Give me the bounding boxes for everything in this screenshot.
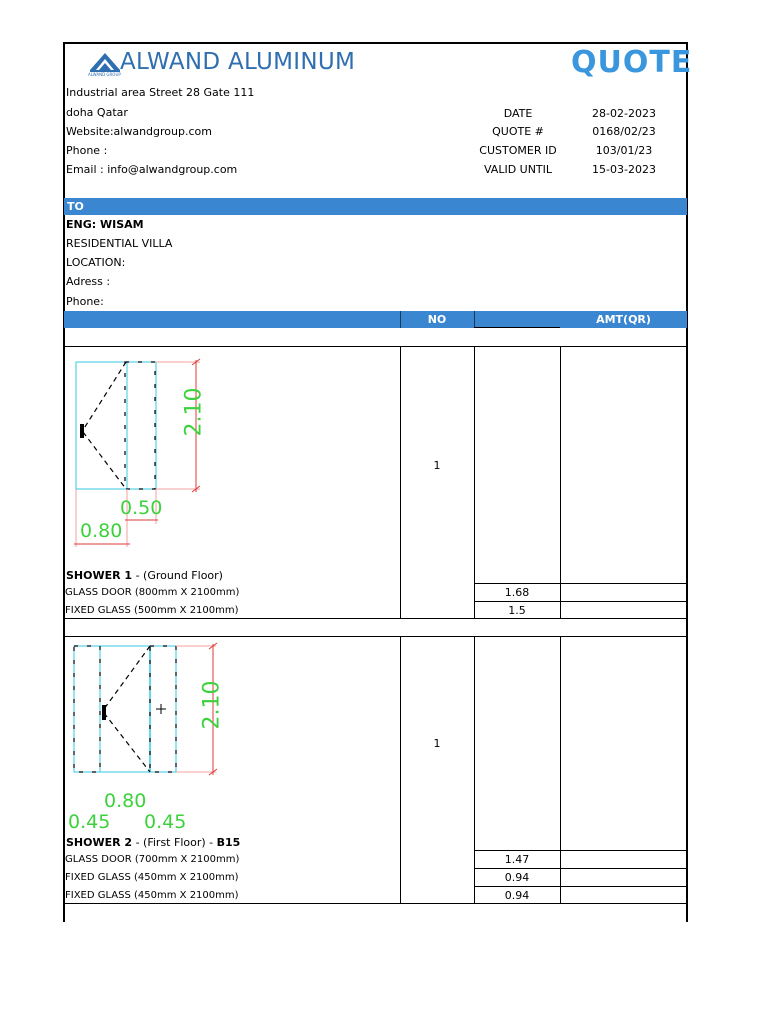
email-line: Email : info@alwandgroup.com — [66, 163, 238, 176]
item-2-row-qty: 0.94 — [504, 871, 530, 884]
dim-height-label: 2.10 — [181, 387, 207, 437]
item-1-row-label: FIXED GLASS (500mm X 2100mm) — [65, 605, 239, 616]
customer-line: Phone: — [66, 295, 104, 308]
meta-label-valid: VALID UNTIL — [483, 163, 553, 176]
item-1-no: 1 — [433, 459, 441, 472]
dim-right-fixed-label: 0.45 — [144, 811, 187, 833]
dim-fixed-width-label: 0.50 — [120, 497, 163, 519]
website-line: Website:alwandgroup.com — [66, 125, 212, 138]
logo-small-text: ALWAND GROUP — [88, 72, 121, 77]
item-1-row-qty: 1.68 — [504, 586, 530, 599]
document-title: QUOTE — [571, 45, 693, 80]
customer-line: RESIDENTIAL VILLA — [66, 237, 173, 250]
meta-value-quote: 0168/02/23 — [592, 125, 656, 138]
dim-door-width-label: 0.80 — [104, 790, 147, 812]
company-name: ALWAND ALUMINUM — [120, 49, 356, 75]
phone-line: Phone : — [66, 144, 108, 157]
shower-1-drawing — [72, 352, 212, 552]
item-2-title-rest: - (First Floor) - — [132, 836, 217, 849]
meta-label-quote: QUOTE # — [492, 125, 544, 138]
dim-height-label: 2.10 — [199, 680, 225, 730]
dim-left-fixed-label: 0.45 — [68, 811, 111, 833]
item-2-row-qty: 0.94 — [504, 889, 530, 902]
meta-value-date: 28-02-2023 — [592, 107, 656, 120]
address-line: Industrial area Street 28 Gate 111 — [66, 86, 255, 99]
customer-name: ENG: WISAM — [66, 218, 144, 231]
meta-label-date: DATE — [503, 107, 533, 120]
customer-line: Adress : — [66, 275, 111, 288]
item-1-row-qty: 1.5 — [508, 604, 526, 617]
col-header-no: NO — [427, 313, 447, 326]
item-1-title — [66, 569, 223, 582]
item-1-title-bold: SHOWER 1 — [66, 569, 133, 582]
item-2-row-label: GLASS DOOR (700mm X 2100mm) — [65, 854, 240, 865]
item-2-title — [66, 836, 240, 849]
item-1-title-rest: - (Ground Floor) — [132, 569, 223, 582]
item-2-title-tag: B15 — [216, 836, 241, 849]
meta-value-customer: 103/01/23 — [595, 144, 653, 157]
item-2-row-label: FIXED GLASS (450mm X 2100mm) — [65, 872, 239, 883]
item-2-no: 1 — [433, 737, 441, 750]
item-2-title-bold: SHOWER 2 — [66, 836, 133, 849]
meta-label-customer: CUSTOMER ID — [479, 144, 557, 157]
shower-2-drawing — [64, 641, 224, 841]
address-line: doha Qatar — [66, 106, 128, 119]
customer-line: LOCATION: — [66, 256, 126, 269]
col-header-amt: AMT(QR) — [596, 313, 651, 326]
item-2-row-label: FIXED GLASS (450mm X 2100mm) — [65, 890, 239, 901]
dim-door-width-label: 0.80 — [80, 520, 123, 542]
item-1-row-label: GLASS DOOR (800mm X 2100mm) — [65, 587, 240, 598]
item-2-row-qty: 1.47 — [504, 853, 530, 866]
meta-value-valid: 15-03-2023 — [592, 163, 656, 176]
to-bar: TO — [64, 198, 687, 215]
company-logo — [88, 50, 122, 80]
